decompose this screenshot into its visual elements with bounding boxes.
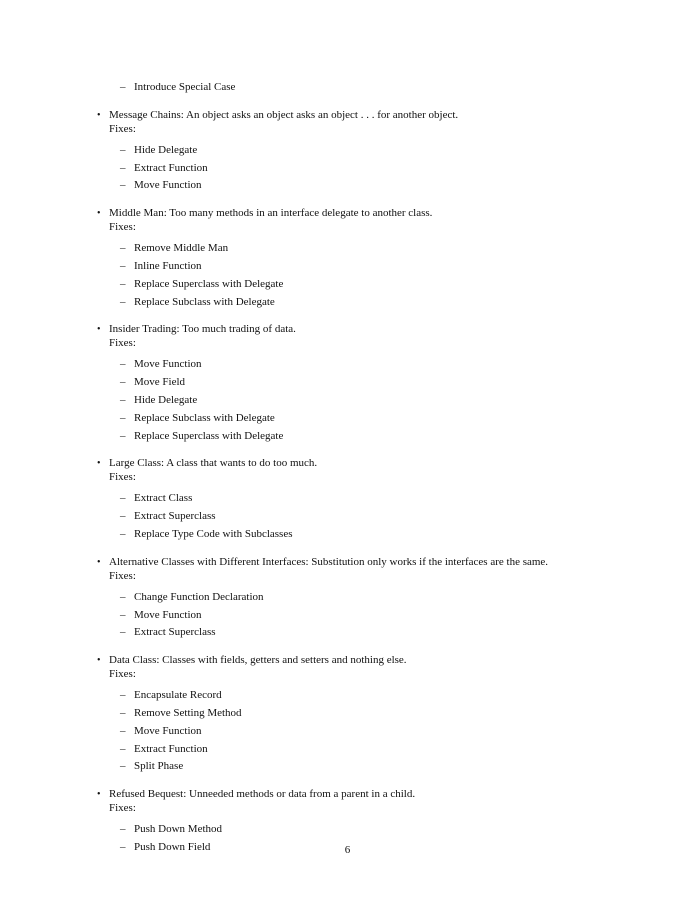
fix-label: Move Function — [134, 608, 202, 621]
fix-item — [97, 759, 627, 777]
dash-marker: – — [120, 358, 126, 371]
fix-item — [97, 822, 627, 840]
dash-marker: – — [120, 706, 126, 719]
dash-marker: – — [120, 823, 126, 836]
smell-item — [97, 456, 627, 544]
dash-marker: – — [120, 143, 126, 156]
fix-item — [97, 742, 627, 760]
fix-list — [97, 143, 627, 196]
dash-marker: – — [120, 295, 126, 308]
fix-item — [97, 277, 627, 295]
fix-label: Move Function — [134, 358, 202, 371]
fix-label: Extract Superclass — [134, 626, 216, 639]
smell-description: Message Chains: An object asks an object asks an object . . . for another object. — [109, 108, 459, 121]
fix-item — [97, 357, 627, 375]
dash-marker: – — [120, 161, 126, 174]
dash-marker: – — [120, 179, 126, 192]
fix-list — [97, 241, 627, 312]
fixes-label: Fixes: — [109, 221, 136, 234]
bullet-marker: • — [97, 556, 101, 568]
fixes-label: Fixes: — [109, 122, 136, 135]
fix-item — [97, 178, 627, 196]
dash-marker: – — [120, 840, 126, 853]
fix-item — [97, 411, 627, 429]
dash-marker: – — [120, 626, 126, 639]
fix-item — [97, 509, 627, 527]
dash-marker: – — [120, 492, 126, 505]
dash-marker: – — [120, 376, 126, 389]
smell-item — [97, 108, 627, 196]
fix-item — [97, 429, 627, 447]
fixes-label: Fixes: — [109, 569, 136, 582]
smell-item — [97, 555, 627, 643]
dash-marker: – — [120, 277, 126, 290]
fix-label: Move Field — [134, 376, 186, 389]
bullet-marker: • — [97, 324, 101, 336]
fix-item — [97, 706, 627, 724]
fix-label: Replace Subclass with Delegate — [134, 411, 275, 424]
dash-marker: – — [120, 760, 126, 773]
smell-description: Refused Bequest: Unneeded methods or data from a parent in a child. — [109, 788, 416, 801]
fix-item — [97, 688, 627, 706]
fix-item — [97, 590, 627, 608]
fix-list — [97, 357, 627, 446]
fix-label: Extract Superclass — [134, 510, 216, 523]
fix-label: Extract Function — [134, 161, 208, 174]
dash-marker: – — [120, 510, 126, 523]
fix-item — [97, 143, 627, 161]
dash-marker: – — [120, 411, 126, 424]
fix-item — [97, 80, 627, 98]
bullet-marker: • — [97, 109, 101, 121]
bullet-marker: • — [97, 655, 101, 667]
fix-item — [97, 527, 627, 545]
bullet-marker: • — [97, 458, 101, 470]
bullet-marker: • — [97, 789, 101, 801]
fix-list — [97, 491, 627, 544]
fixes-label: Fixes: — [109, 802, 136, 815]
fix-item — [97, 491, 627, 509]
dash-marker: – — [120, 393, 126, 406]
fix-label: Push Down Method — [134, 823, 223, 836]
smell-description: Insider Trading: Too much trading of data. — [109, 323, 296, 336]
fix-label: Split Phase — [134, 760, 184, 773]
fix-label: Encapsulate Record — [134, 689, 222, 702]
smell-description: Data Class: Classes with fields, getters and setters and nothing else. — [109, 654, 407, 667]
smell-description: Large Class: A class that wants to do too much. — [109, 457, 318, 470]
fix-label: Push Down Field — [134, 840, 211, 853]
fix-item — [97, 375, 627, 393]
fix-item — [97, 625, 627, 643]
smell-item — [97, 653, 627, 777]
bullet-marker: • — [97, 208, 101, 220]
dash-marker: – — [120, 689, 126, 702]
fixes-label: Fixes: — [109, 668, 136, 681]
fixes-label: Fixes: — [109, 471, 136, 484]
dash-marker: – — [120, 724, 126, 737]
fix-label: Hide Delegate — [134, 393, 198, 406]
fix-label: Move Function — [134, 724, 202, 737]
fix-label: Replace Superclass with Delegate — [134, 429, 284, 442]
dash-marker: – — [120, 81, 126, 93]
fix-label: Change Function Declaration — [134, 590, 264, 603]
smell-item — [97, 322, 627, 446]
fix-label: Introduce Special Case — [134, 81, 236, 93]
page-number: 6 — [344, 844, 351, 856]
smells-container — [97, 108, 627, 858]
dash-marker: – — [120, 742, 126, 755]
fix-item — [97, 724, 627, 742]
fix-label: Replace Superclass with Delegate — [134, 277, 284, 290]
fix-item — [97, 608, 627, 626]
fix-item — [97, 259, 627, 277]
smell-description: Middle Man: Too many methods in an interface delegate to another class. — [109, 207, 433, 220]
fix-list — [97, 688, 627, 777]
fix-label: Remove Setting Method — [134, 706, 242, 719]
dash-marker: – — [120, 259, 126, 272]
fix-item — [97, 295, 627, 313]
fix-label: Extract Class — [134, 492, 193, 505]
fix-item — [97, 241, 627, 259]
fix-item — [97, 393, 627, 411]
fix-label: Hide Delegate — [134, 143, 198, 156]
fix-label: Inline Function — [134, 259, 202, 272]
dash-marker: – — [120, 590, 126, 603]
dash-marker: – — [120, 608, 126, 621]
fix-item — [97, 161, 627, 179]
dash-marker: – — [120, 527, 126, 540]
smell-description: Alternative Classes with Different Interfaces: Substitution only works if the interfaces are the same. — [109, 555, 549, 568]
smell-item — [97, 206, 627, 312]
fix-label: Remove Middle Man — [134, 242, 229, 255]
fixes-label: Fixes: — [109, 337, 136, 350]
dash-marker: – — [120, 429, 126, 442]
fix-label: Replace Type Code with Subclasses — [134, 527, 293, 540]
fix-label: Extract Function — [134, 742, 208, 755]
dash-marker: – — [120, 242, 126, 255]
fix-label: Replace Subclass with Delegate — [134, 295, 275, 308]
fix-list — [97, 590, 627, 643]
fix-label: Move Function — [134, 179, 202, 192]
code-smells-list — [97, 80, 627, 858]
